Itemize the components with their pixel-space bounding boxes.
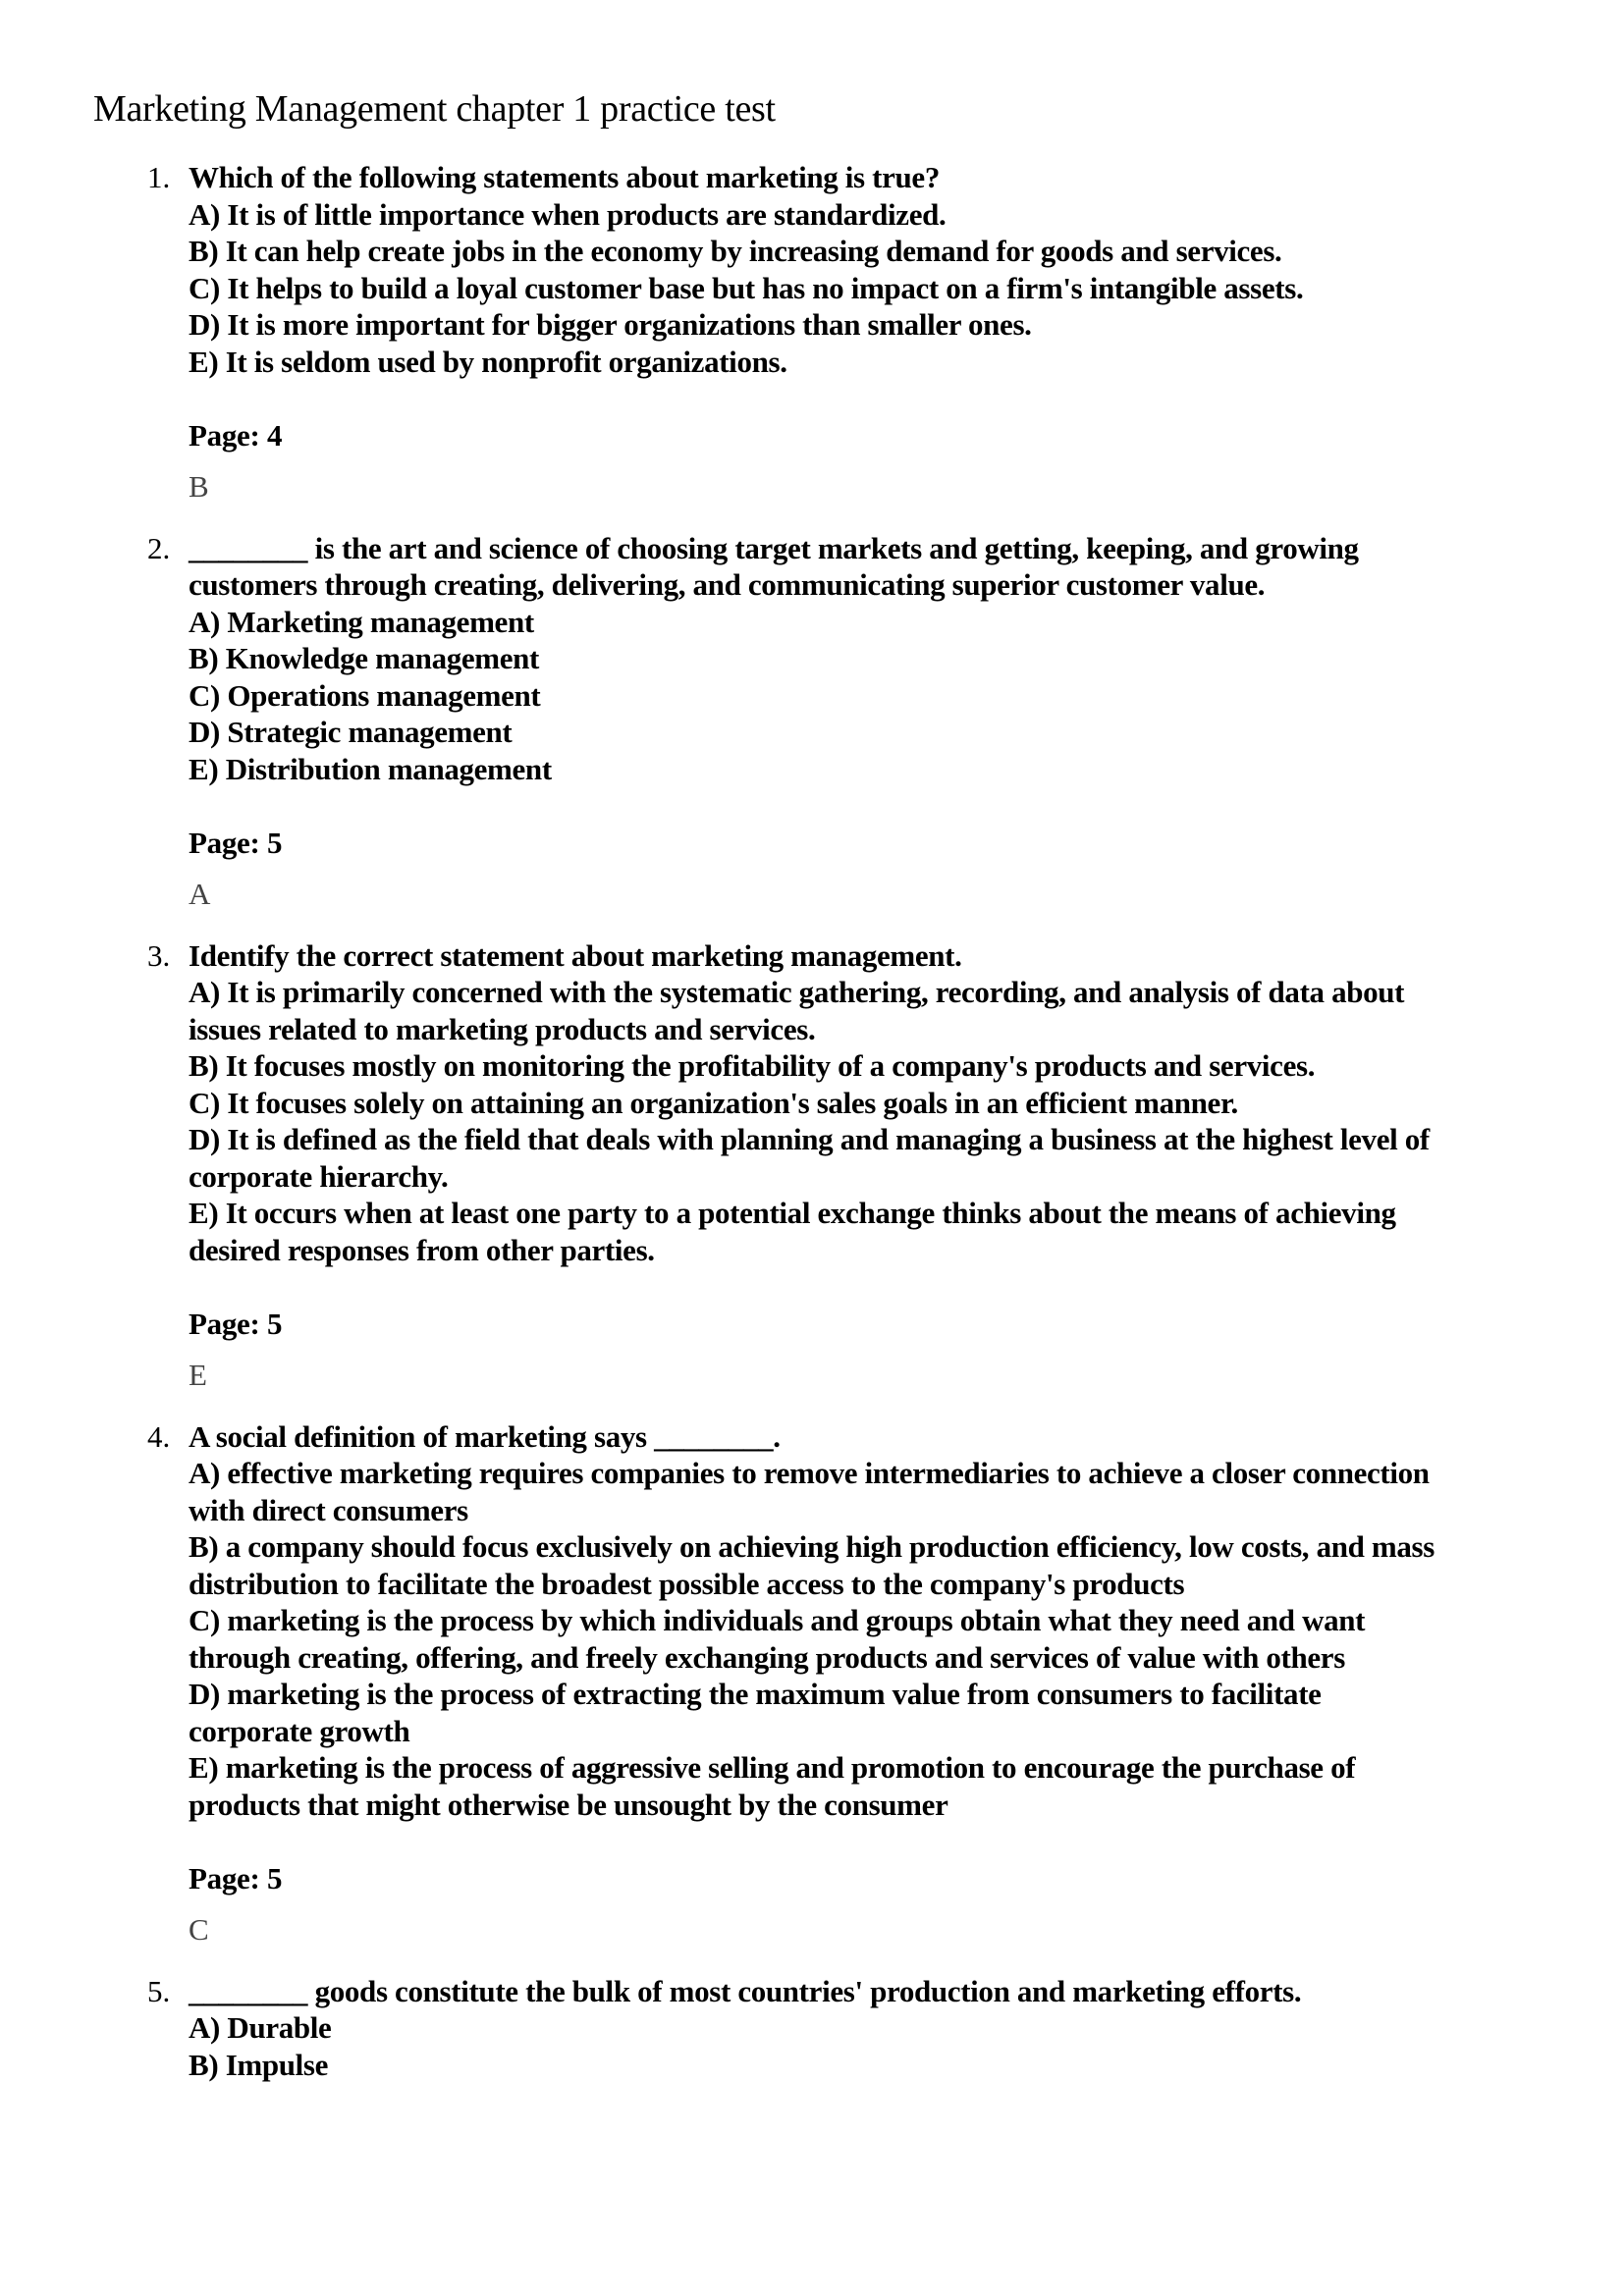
question-stem: A social definition of marketing says ________. [189, 1418, 781, 1454]
question-5 [0, 1973, 1624, 2084]
option-b: B) It can help create jobs in the economy by increasing demand for goods and services. [189, 234, 1282, 268]
option-a: A) Marketing management [189, 604, 534, 639]
question-number: 2. [147, 530, 171, 565]
option-e: E) Distribution management [189, 751, 552, 786]
question-3 [0, 937, 1624, 1394]
option-b: B) Knowledge management [189, 641, 540, 675]
page-reference: Page: 4 [189, 418, 283, 453]
question-number: 3. [147, 937, 171, 973]
option-b: B) It focuses mostly on monitoring the profitability of a company's products and services. [189, 1048, 1316, 1083]
option-a: A) It is of little importance when products are standardized. [189, 196, 947, 232]
option-d: D) marketing is the process of extracting the maximum value from consumers to facilitate corporate growth [189, 1677, 1322, 1748]
question-stem: ________ goods constitute the bulk of most countries' production and marketing efforts. [189, 1973, 1302, 2008]
option-c: C) marketing is the process by which individuals and groups obtain what they need and want through creating, offering, and freely exchanging products and services of value with others [189, 1603, 1366, 1675]
question-2 [0, 530, 1624, 913]
question-list [0, 159, 1624, 2108]
option-e: E) It is seldom used by nonprofit organizations. [189, 344, 787, 379]
page-reference: Page: 5 [189, 1861, 283, 1896]
answer: A [189, 877, 211, 911]
page-reference: Page: 5 [189, 826, 283, 860]
option-d: D) It is more important for bigger organizations than smaller ones. [189, 307, 1032, 342]
option-c: C) It focuses solely on attaining an organization's sales goals in an efficient manner. [189, 1085, 1238, 1120]
question-1 [0, 159, 1624, 506]
question-number: 5. [147, 1973, 171, 2008]
question-number: 1. [147, 160, 171, 194]
question-stem: Identify the correct statement about marketing management. [189, 937, 962, 973]
option-a: A) Durable [189, 2010, 332, 2045]
option-b: B) Impulse [189, 2047, 329, 2082]
option-a: A) effective marketing requires companies to remove intermediaries to achieve a closer connection with direct consumers [189, 1456, 1430, 1527]
answer: B [189, 469, 209, 504]
option-d: D) Strategic management [189, 715, 513, 749]
answer: C [189, 1912, 209, 1947]
option-c: C) It helps to build a loyal customer base but has no impact on a firm's intangible assets. [189, 270, 1304, 305]
question-stem: ________ is the art and science of choosing target markets and getting, keeping, and growing customers through creating, delivering, and communicating superior customer value. [189, 530, 1359, 602]
question-stem: Which of the following statements about marketing is true? [189, 160, 940, 194]
option-c: C) Operations management [189, 677, 541, 713]
option-b: B) a company should focus exclusively on achieving high production efficiency, low costs, and mass distribution to facilitate the broadest possible access to the company's products [189, 1529, 1435, 1601]
answer: E [189, 1358, 207, 1392]
option-e: E) It occurs when at least one party to a potential exchange thinks about the means of achieving desired responses from other parties. [189, 1196, 1396, 1267]
document-title: Marketing Management chapter 1 practice test [93, 88, 776, 130]
option-d: D) It is defined as the field that deals with planning and managing a business at the highest level of corporate hierarchy. [189, 1122, 1430, 1194]
question-number: 4. [147, 1418, 171, 1454]
option-e: E) marketing is the process of aggressive selling and promotion to encourage the purchase of products that might otherwise be unsought by the consumer [189, 1750, 1356, 1822]
question-4 [0, 1418, 1624, 1949]
option-a: A) It is primarily concerned with the systematic gathering, recording, and analysis of data about issues related to marketing products and services. [189, 975, 1405, 1046]
page-reference: Page: 5 [189, 1307, 283, 1341]
